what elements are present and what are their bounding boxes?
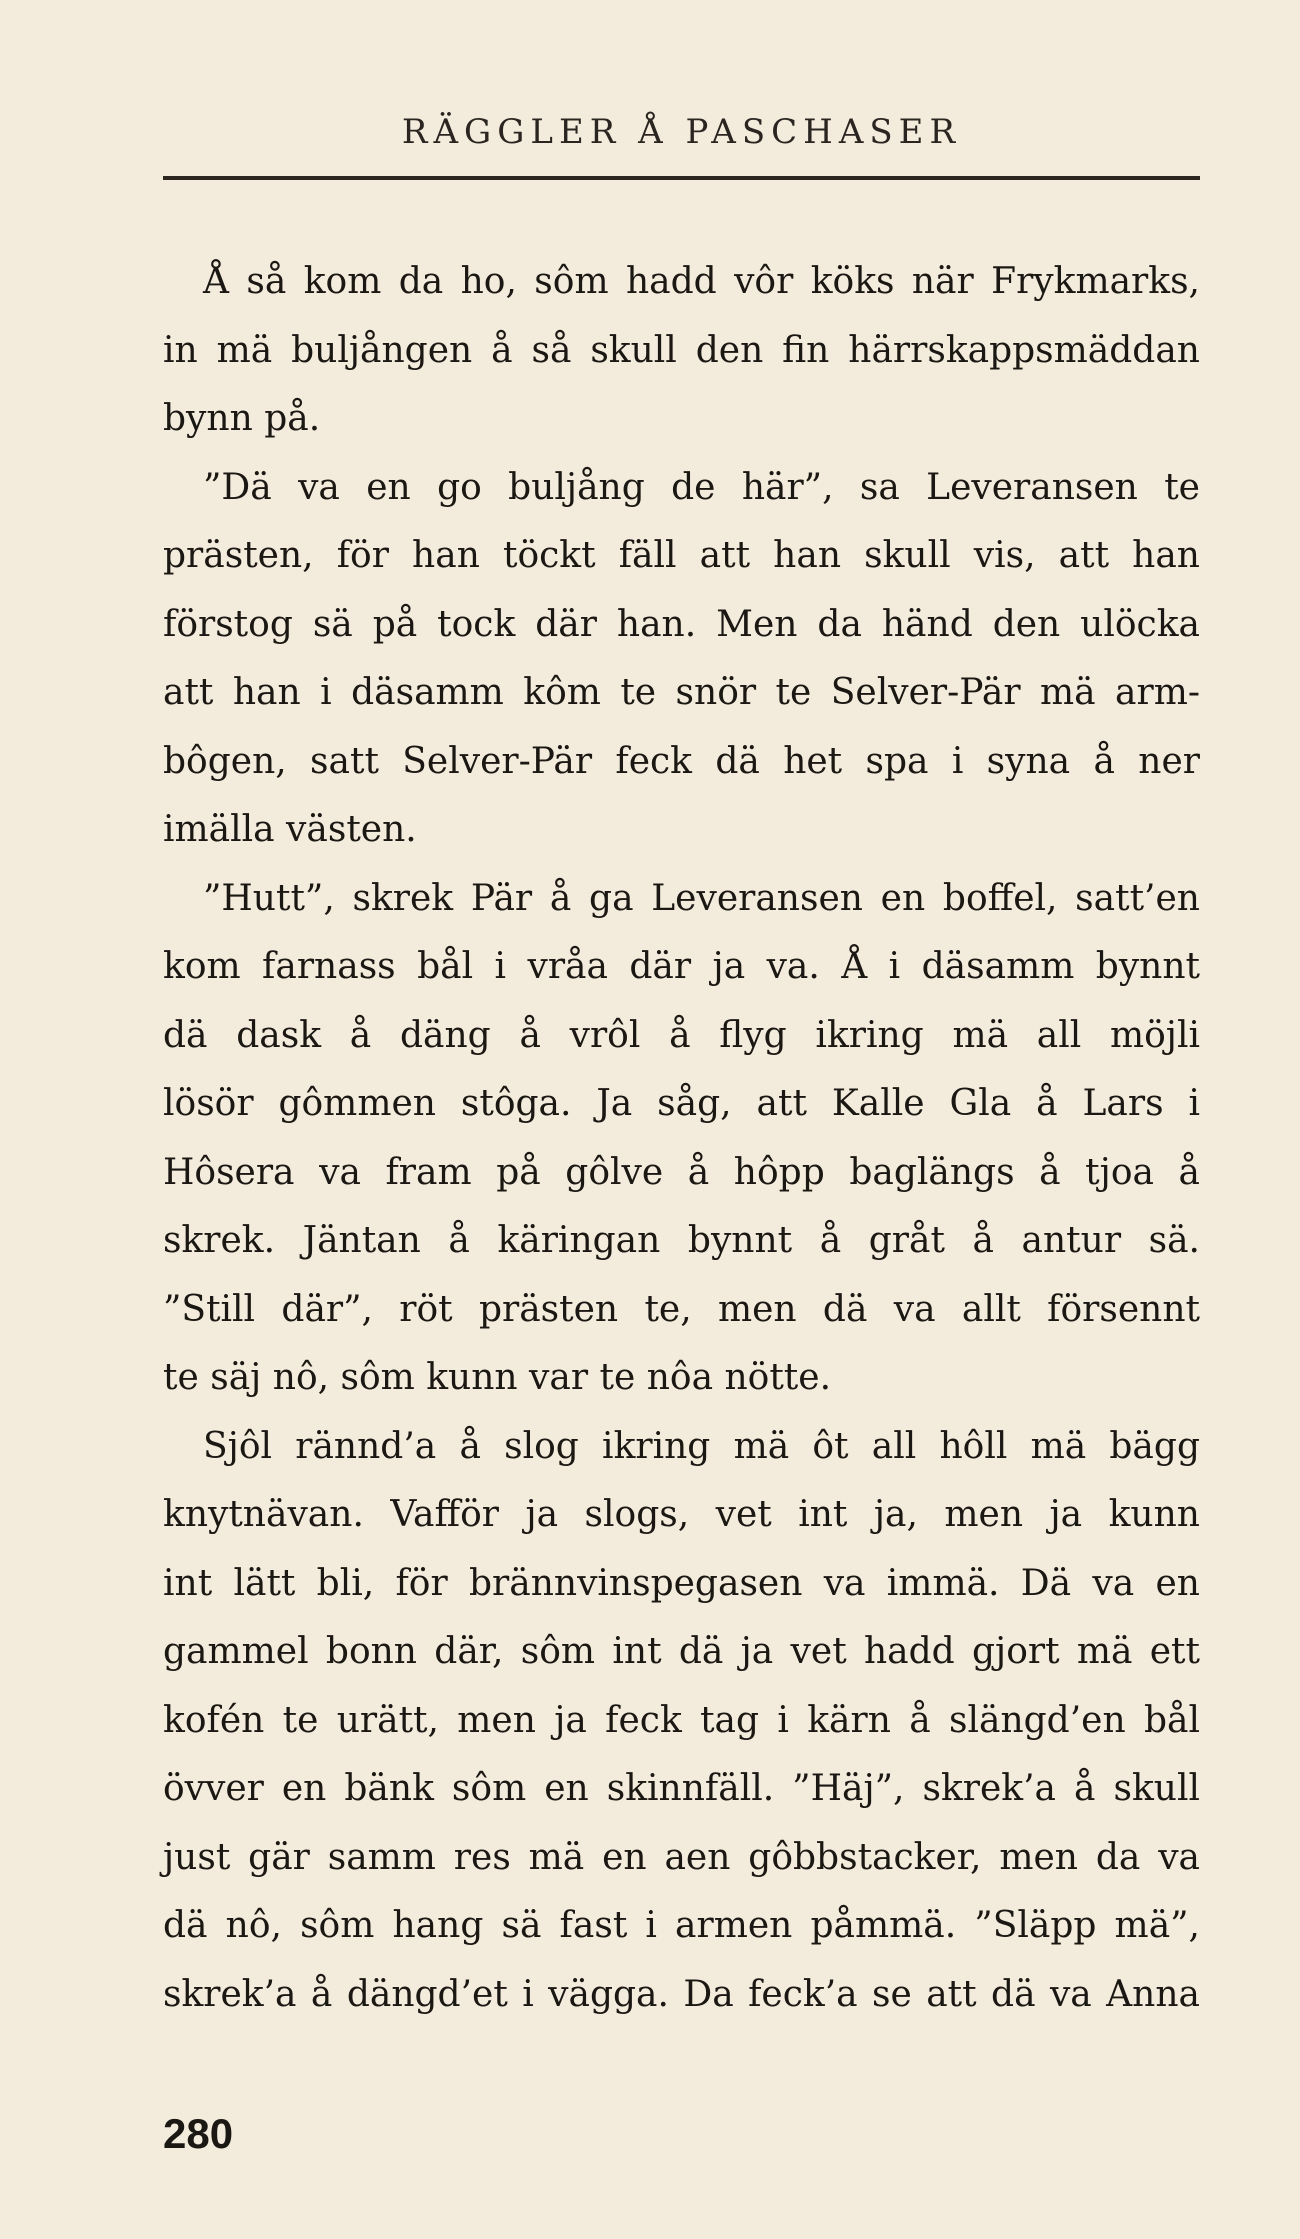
text-line: ”Dä va en go buljång de här”, sa Leveransen te bbox=[203, 466, 1200, 508]
text-line: lösör gômmen stôga. Ja såg, att Kalle Gla å Lars i bbox=[163, 1083, 1200, 1124]
header-rule bbox=[163, 176, 1200, 180]
text-line: dä nô, sôm hang sä fast i armen påmmä. ”Släpp mä”, bbox=[163, 1905, 1200, 1946]
text-line: skrek’a å dängd’et i vägga. Da feck’a se att dä va Anna bbox=[163, 1973, 1200, 2015]
text-line: skrek. Jäntan å käringan bynnt å gråt å antur sä. bbox=[163, 1220, 1200, 1261]
text-line: ”Hutt”, skrek Pär å ga Leveransen en boffel, satt’en bbox=[203, 877, 1200, 919]
text-line: in mä buljången å så skull den fin härrskappsmäddan bbox=[163, 329, 1200, 371]
text-line: prästen, för han töckt fäll att han skull vis, att han bbox=[163, 535, 1200, 576]
text-line: Å så kom da ho, sôm hadd vôr köks när Frykmarks, bbox=[203, 261, 1200, 302]
page-number: 280 bbox=[163, 2110, 234, 2157]
text-line: knytnävan. Vafför ja slogs, vet int ja, men ja kunn bbox=[163, 1494, 1200, 1535]
text-line: gammel bonn där, sôm int dä ja vet hadd gjort mä ett bbox=[163, 1631, 1200, 1672]
text-line: bynn på. bbox=[163, 398, 321, 439]
paragraph-1 bbox=[163, 248, 1200, 454]
text-line: just gär samm res mä en aen gôbbstacker, men da va bbox=[163, 1836, 1200, 1878]
running-head: RÄGGLER Å PASCHASER bbox=[401, 112, 962, 152]
text-line: kom farnass bål i vråa där ja va. Å i däsamm bynnt bbox=[163, 946, 1200, 987]
text-line: förstog sä på tock där han. Men da händ den ulöcka bbox=[163, 603, 1200, 645]
text-line: Sjôl rännd’a å slog ikring mä ôt all hôll mä bägg bbox=[203, 1425, 1200, 1467]
text-line: att han i däsamm kôm te snör te Selver-Pär mä arm- bbox=[163, 672, 1200, 713]
text-line: Hôsera va fram på gôlve å hôpp baglängs å tjoa å bbox=[163, 1151, 1200, 1193]
body-text bbox=[163, 248, 1200, 2029]
paragraph-2 bbox=[163, 454, 1200, 865]
text-line: int lätt bli, för brännvinspegasen va immä. Dä va en bbox=[163, 1562, 1200, 1604]
text-line: te säj nô, sôm kunn var te nôa nötte. bbox=[163, 1357, 832, 1398]
text-line: kofén te urätt, men ja feck tag i kärn å slängd’en bål bbox=[163, 1699, 1200, 1741]
paragraph-4 bbox=[163, 1413, 1200, 2030]
text-line: imälla västen. bbox=[163, 809, 417, 850]
text-line: dä dask å däng å vrôl å flyg ikring mä all möjli bbox=[163, 1014, 1200, 1056]
text-line: ”Still där”, röt prästen te, men dä va allt försennt bbox=[163, 1288, 1200, 1330]
text-line: bôgen, satt Selver-Pär feck dä het spa i syna å ner bbox=[163, 740, 1200, 782]
paragraph-3 bbox=[163, 865, 1200, 1413]
text-line: övver en bänk sôm en skinnfäll. ”Häj”, skrek’a å skull bbox=[163, 1768, 1200, 1809]
